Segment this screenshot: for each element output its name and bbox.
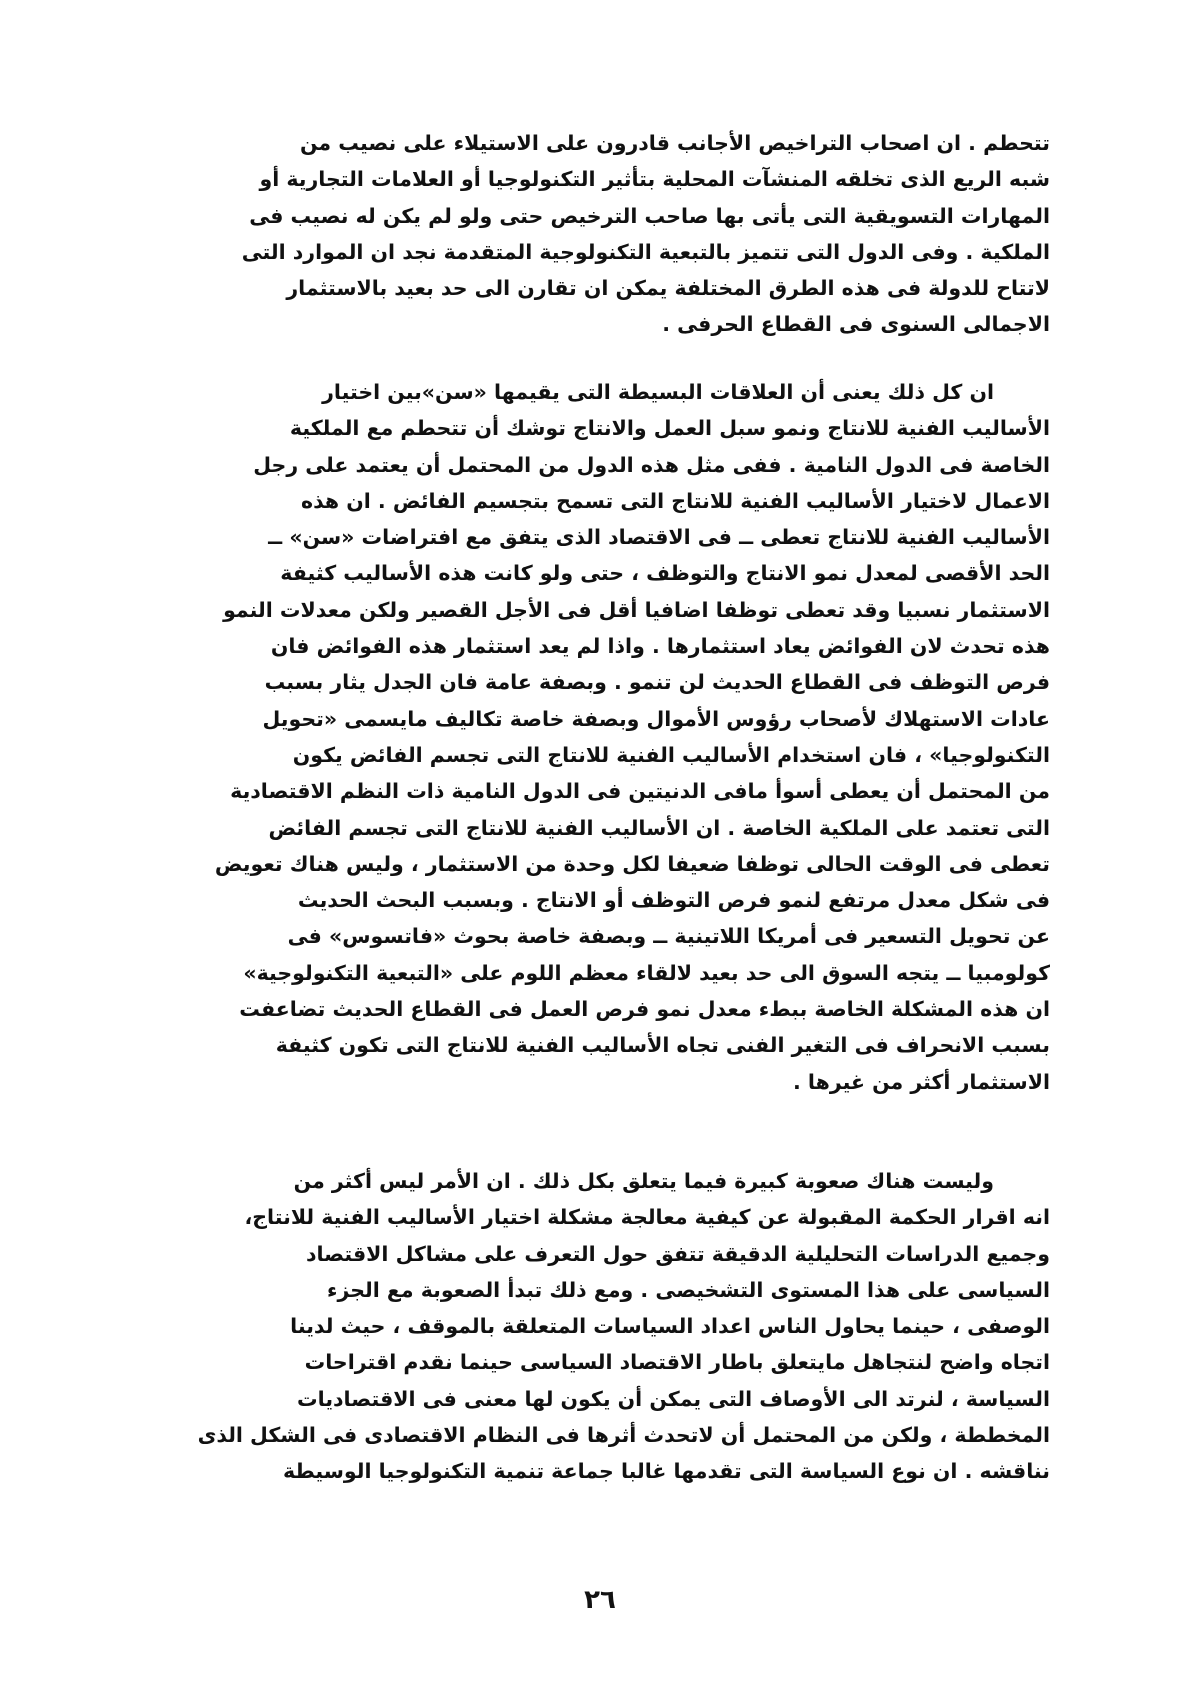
text-line: بسبب الانحراف فى التغير الفنى تجاه الأساليب الفنية للانتاج التى تكون كثيفة — [275, 1033, 1050, 1058]
text-line: نناقشه . ان نوع السياسة التى تقدمها غالبا جماعة تنمية التكنولوجيا الوسيطة — [283, 1459, 1050, 1484]
text-line: الخاصة فى الدول النامية . ففى مثل هذه الدول من المحتمل أن يعتمد على رجل — [253, 452, 1050, 477]
text-line: ان هذه المشكلة الخاصة ببطء معدل نمو فرص العمل فى القطاع الحديث تضاعفت — [239, 997, 1050, 1022]
page-number: ٢٦ — [584, 1585, 616, 1615]
text-line: وليست هناك صعوبة كبيرة فيما يتعلق بكل ذلك . ان الأمر ليس أكثر من — [293, 1169, 994, 1193]
text-line: ان كل ذلك يعنى أن العلاقات البسيطة التى يقيمها «سن»بين اختيار — [322, 380, 994, 404]
text-line: السياسة ، لنرتد الى الأوصاف التى يمكن أن يكون لها معنى فى الاقتصاديات — [297, 1386, 1050, 1411]
text-line: تعطى فى الوقت الحالى توظفا ضعيفا لكل وحدة من الاستثمار ، وليس هناك تعويض — [214, 851, 1050, 876]
text-line: التكنولوجيا» ، فان استخدام الأساليب الفنية للانتاج التى تجسم الفائض يكون — [292, 742, 1050, 767]
paragraph-1 — [160, 125, 1050, 343]
paragraph-2 — [160, 374, 1050, 1100]
text-line: عادات الاستهلاك لأصحاب رؤوس الأموال وبصفة خاصة تكاليف مايسمى «تحويل — [262, 706, 1050, 731]
text-line: وجميع الدراسات التحليلية الدقيقة تتفق حول التعرف على مشاكل الاقتصاد — [305, 1241, 1050, 1266]
text-line: التى تعتمد على الملكية الخاصة . ان الأساليب الفنية للانتاج التى تجسم الفائض — [268, 815, 1050, 840]
text-line: السياسى على هذا المستوى التشخيصى . ومع ذلك تبدأ الصعوبة مع الجزء — [327, 1277, 1050, 1302]
text-line: كولومبيا ــ يتجه السوق الى حد بعيد لالقاء معظم اللوم على «التبعية التكنولوجية» — [243, 960, 1050, 985]
text-line: عن تحويل التسعير فى أمريكا اللاتينية ــ وبصفة خاصة بحوث «فاتسوس» فى — [287, 924, 1050, 949]
text-line: الاعمال لاختيار الأساليب الفنية للانتاج التى تسمح بتجسيم الفائض . ان هذه — [300, 488, 1050, 513]
text-line: الأساليب الفنية للانتاج تعطى ــ فى الاقتصاد الذى يتفق مع افتراضات «سن» ــ — [268, 525, 1050, 550]
text-line: اتجاه واضح لنتجاهل مايتعلق باطار الاقتصاد السياسى حينما نقدم اقتراحات — [304, 1350, 1050, 1375]
text-line: تتحطم . ان اصحاب التراخيص الأجانب قادرون على الاستيلاء على نصيب من — [299, 131, 1050, 155]
text-line: لاتتاح للدولة فى هذه الطرق المختلفة يمكن ان تقارن الى حد بعيد بالاستثمار — [286, 276, 1050, 301]
text-line: الوصفى ، حينما يحاول الناس اعداد السياسات المتعلقة بالموقف ، حيث لدينا — [290, 1314, 1050, 1339]
text-line: الاستثمار أكثر من غيرها . — [792, 1069, 1050, 1094]
text-line: هذه تحدث لان الفوائض يعاد استثمارها . واذا لم يعد استثمار هذه الفوائض فان — [270, 634, 1050, 659]
text-line: الاستثمار نسبيا وقد تعطى توظفا اضافيا أقل فى الأجل القصير ولكن معدلات النمو — [223, 597, 1050, 622]
text-line: من المحتمل أن يعطى أسوأ مافى الدنيتين فى الدول النامية ذات النظم الاقتصادية — [230, 779, 1050, 804]
text-line: شبه الريع الذى تخلقه المنشآت المحلية بتأثير التكنولوجيا أو العلامات التجارية أو — [259, 167, 1050, 192]
paragraph-3 — [160, 1163, 1050, 1490]
text-line: فرص التوظف فى القطاع الحديث لن تنمو . وبصفة عامة فان الجدل يثار بسبب — [264, 670, 1050, 695]
text-line: انه اقرار الحكمة المقبولة عن كيفية معالجة مشكلة اختيار الأساليب الفنية للانتاج، — [244, 1205, 1050, 1230]
text-line: الاجمالى السنوى فى القطاع الحرفى . — [662, 312, 1050, 337]
text-line: فى شكل معدل مرتفع لنمو فرص التوظف أو الانتاج . وبسبب البحث الحديث — [297, 888, 1050, 913]
text-line: المخططة ، ولكن من المحتمل أن لاتحدث أثرها فى النظام الاقتصادى فى الشكل الذى — [197, 1423, 1050, 1448]
text-line: المهارات التسويقية التى يأتى بها صاحب الترخيص حتى ولو لم يكن له نصيب فى — [249, 203, 1050, 228]
text-line: الأساليب الفنية للانتاج ونمو سبل العمل والانتاج توشك أن تتحطم مع الملكية — [289, 416, 1050, 441]
text-line: الحد الأقصى لمعدل نمو الانتاج والتوظف ، حتى ولو كانت هذه الأساليب كثيفة — [280, 561, 1050, 586]
text-line: الملكية . وفى الدول التى تتميز بالتبعية التكنولوجية المتقدمة نجد ان الموارد التى — [241, 239, 1050, 264]
